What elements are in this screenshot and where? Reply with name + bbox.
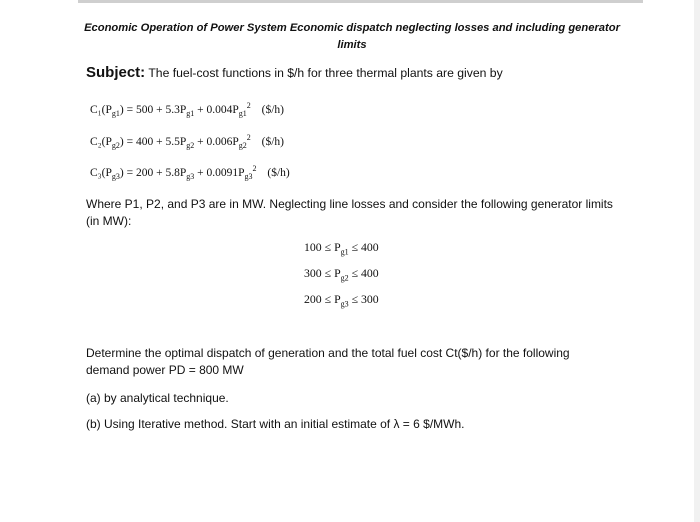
page-edge-shade [694,0,700,522]
where-paragraph: Where P1, P2, and P3 are in MW. Neglecting line losses and consider the following generator limits (in MW): [86,197,613,228]
subject-label: Subject: [86,64,146,81]
part-b: (b) Using Iterative method. Start with an initial estimate of λ = 6 $/MWh. [86,417,465,431]
cost-equation-2: $C_2(P_{g2}) = 400 + 5.5P_{g2} + 0.006P_{g2}^2$ ($/h) [90,133,284,151]
top-divider [78,0,643,3]
part-a: (a) by analytical technique. [86,391,229,405]
determine-paragraph: Determine the optimal dispatch of generation and the total fuel cost Ct($/h) for the following demand power PD = 800 MW [86,346,570,377]
limit-1: $100 \le P_{g1} \le 400$ [304,240,379,257]
document-title: Economic Operation of Power System Economic dispatch neglecting losses and including generator limits [84,22,620,51]
subject-line [86,64,503,81]
cost-equation-3: $C_3(P_{g3}) = 200 + 5.8P_{g3} + 0.0091P_{g3}^2$ ($/h) [90,164,290,182]
limit-2: $300 \le P_{g2} \le 400$ [304,266,379,283]
cost-equation-1: $C_1(P_{g1}) = 500 + 5.3P_{g1} + 0.004P_{g1}^2$ ($/h) [90,101,284,119]
subject-text: The fuel-cost functions in $/h for three thermal plants are given by [148,66,503,80]
limit-3: $200 \le P_{g3} \le 300$ [304,292,379,309]
